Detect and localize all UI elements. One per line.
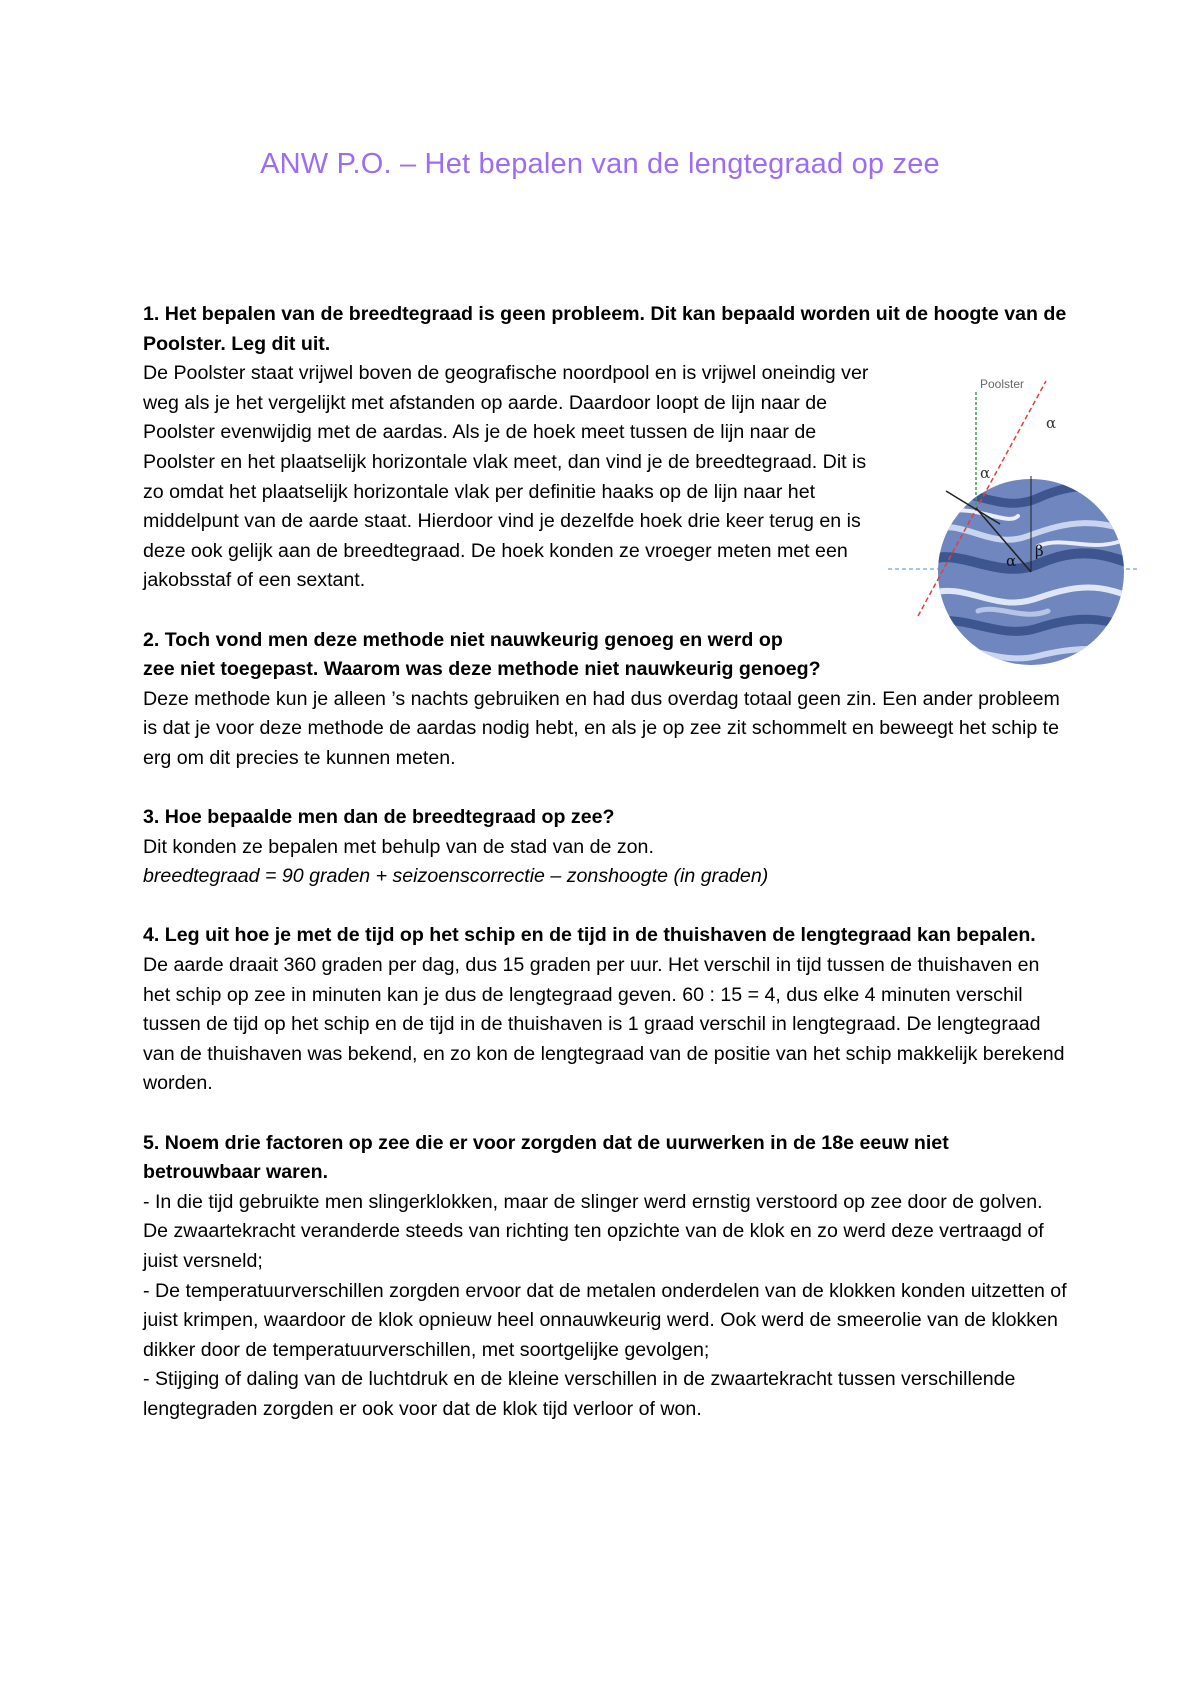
- page-title: ANW P.O. – Het bepalen van de lengtegraad op zee: [260, 148, 940, 180]
- question-5: 5. Noem drie factoren op zee die er voor zorgden dat de uurwerken in de 18e eeuw niet betrouwbaar waren.: [143, 1131, 949, 1184]
- factor-item: - De temperatuurverschillen zorgden ervoor dat de metalen onderdelen van de klokken konden uitzetten of juist krimpen, waardoor de klok opnieuw heel onnauwkeurig werd. Ook werd de smeerolie van de klokken dikker door de temperatuurverschillen, met soortgelijke gevolgen;: [143, 1279, 1067, 1361]
- section-4: [143, 921, 1068, 1099]
- poolster-label: Poolster: [980, 377, 1025, 391]
- answer-4: De aarde draait 360 graden per dag, dus 15 graden per uur. Het verschil in tijd tussen de thuishaven en het schip op zee in minuten kan je dus de lengtegraad geven. 60 : 15 = 4, dus elke 4 minuten verschil tussen de tijd op het schip en de tijd in de thuishaven is 1 graad verschil in lengtegraad. De lengtegraad van de thuishaven was bekend, en zo kon de lengtegraad van de positie van het schip makkelijk berekend worden.: [143, 954, 1065, 1095]
- answer-1: De Poolster staat vrijwel boven de geografische noordpool en is vrijwel oneindig ver weg als je het vergelijkt met afstanden op aarde. Daardoor loopt de lijn naar de Poolster evenwijdig met de aardas. Als je de hoek meet tussen de lijn naar de Poolster en het plaatselijk horizontale vlak meet, dan vind je de breedtegraad. Dit is zo omdat het plaatselijk horizontale vlak per definitie haaks op de lijn naar het middelpunt van de aarde staat. Hierdoor vind je dezelfde hoek drie keer terug en is deze ook gelijk aan de breedtegraad. De hoek konden ze vroeger meten met een jakobsstaf of een sextant.: [143, 362, 869, 592]
- alpha-label-top: α: [1046, 414, 1057, 432]
- question-1: 1. Het bepalen van de breedtegraad is geen probleem. Dit kan bepaald worden uit de hoogte van de Poolster. Leg dit uit.: [143, 303, 1067, 355]
- alpha-label-left: α: [980, 464, 991, 482]
- section-5: [143, 1129, 1068, 1425]
- globe: [928, 479, 1138, 665]
- section-3: [143, 803, 1068, 892]
- question-4: 4. Leg uit hoe je met de tijd op het schip en de tijd in de thuishaven de lengtegraad kan bepalen.: [143, 924, 1036, 947]
- factor-item: - In die tijd gebruikte men slingerklokken, maar de slinger werd ernstig verstoord op zee door de golven. De zwaartekracht veranderde steeds van richting ten opzichte van de klok en zo werd deze vertraagd of juist versneld;: [143, 1190, 1044, 1272]
- question-2-line-1: 2. Toch vond men deze methode niet nauwkeurig genoeg en werd op: [143, 628, 783, 651]
- formula: breedtegraad = 90 graden + seizoenscorrectie – zonshoogte (in graden): [143, 865, 769, 888]
- answer-3: Dit konden ze bepalen met behulp van de stad van de zon.: [143, 835, 654, 858]
- alpha-label-center: α: [1006, 552, 1017, 570]
- question-3: 3. Hoe bepaalde men dan de breedtegraad op zee?: [143, 806, 615, 829]
- poolster-diagram: [888, 366, 1138, 666]
- question-2-line-2: zee niet toegepast. Waarom was deze methode niet nauwkeurig genoeg?: [143, 658, 821, 681]
- answer-2: Deze methode kun je alleen ’s nachts gebruiken en had dus overdag totaal geen zin. Een ander probleem is dat je voor deze methode de aardas nodig hebt, en als je op zee zit schommelt en beweegt het schip te erg om dit precies te kunnen meten.: [143, 687, 1060, 769]
- factor-item: - Stijging of daling van de luchtdruk en de kleine verschillen in de zwaartekracht tussen verschillende lengtegraden zorgden er ook voor dat de klok tijd verloor of won.: [143, 1368, 1016, 1420]
- beta-label: β: [1035, 542, 1044, 560]
